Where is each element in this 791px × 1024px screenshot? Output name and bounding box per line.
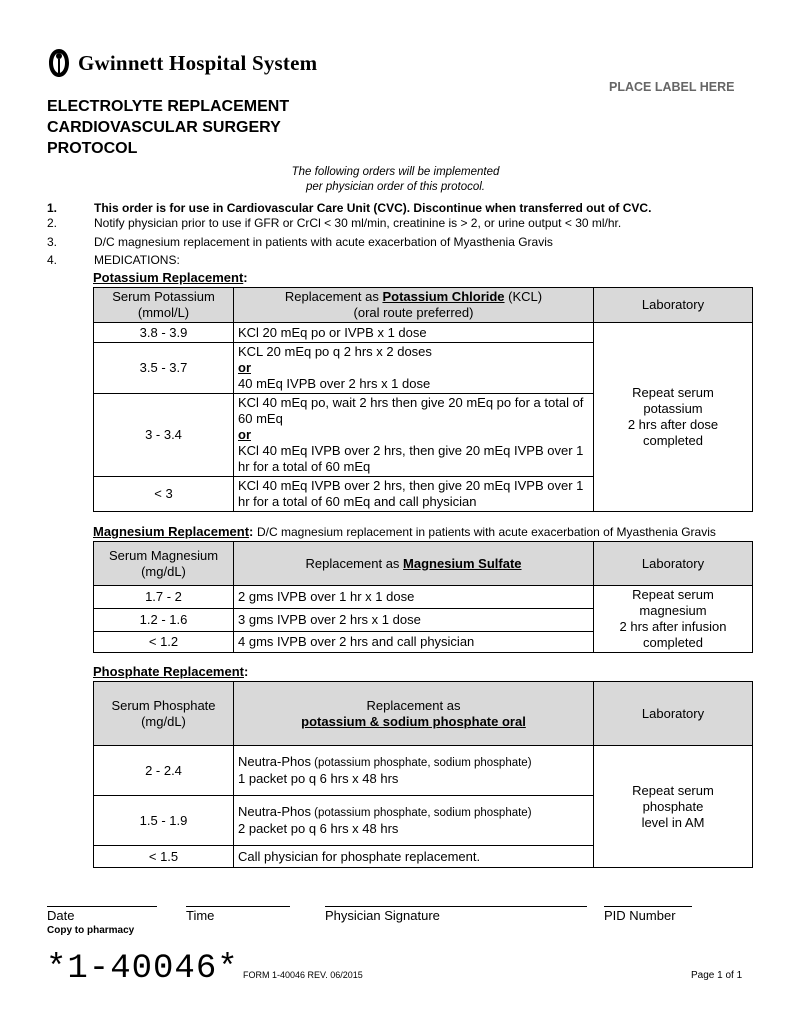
place-label: PLACE LABEL HERE [609,80,735,94]
replacement-cell: Neutra-Phos (potassium phosphate, sodium phosphate) 2 packet po q 6 hrs x 48 hrs [234,796,594,846]
table-row [94,586,753,609]
title-line: PROTOCOL [47,140,138,157]
phosphate-section-title: Phosphate Replacement: [93,664,249,679]
time-label: Time [186,908,215,923]
header-replacement: Replacement as Magnesium Sulfate [234,542,594,586]
intro-text [0,165,791,195]
potassium-section-title: Potassium Replacement: [93,270,248,285]
header-replacement: Replacement as Potassium Chloride (KCL) (oral route preferred) [234,288,594,323]
range-cell: < 3 [94,477,234,512]
time-line[interactable] [186,906,290,907]
pid-line[interactable] [604,906,692,907]
table-row [94,746,753,796]
magnesium-table [93,541,753,653]
header-laboratory: Laboratory [594,682,753,746]
gwinnett-logo-icon [46,47,72,79]
range-cell: 3 - 3.4 [94,394,234,477]
item-number: 2. [47,216,58,230]
date-label: Date [47,908,75,923]
range-cell: 1.7 - 2 [94,586,234,609]
table-header-row [94,682,753,746]
section-heading: Potassium Replacement [93,270,244,285]
replacement-cell: KCl 40 mEq IVPB over 2 hrs, then give 20 mEq IVPB over 1 hr for a total of 60 mEq and call physician [234,477,594,512]
range-cell: 3.5 - 3.7 [94,343,234,394]
replacement-cell: 3 gms IVPB over 2 hrs x 1 dose [234,609,594,632]
section-heading: Magnesium Replacement [93,524,250,539]
range-cell: 1.5 - 1.9 [94,796,234,846]
replacement-cell: Call physician for phosphate replacement. [234,846,594,868]
item-text: MEDICATIONS: [94,253,180,267]
range-cell: 2 - 2.4 [94,746,234,796]
potassium-lab-cell: Repeat serum potassium 2 hrs after dose completed [594,323,753,512]
table-header-row [94,542,753,586]
range-cell: 1.2 - 1.6 [94,609,234,632]
range-cell: < 1.5 [94,846,234,868]
header-serum-magnesium: Serum Magnesium (mg/dL) [94,542,234,586]
potassium-table [93,287,753,512]
replacement-cell: 4 gms IVPB over 2 hrs and call physician [234,632,594,653]
header-serum-potassium: Serum Potassium (mmol/L) [94,288,234,323]
replacement-cell: KCL 20 mEq po q 2 hrs x 2 doses or 40 mEq IVPB over 2 hrs x 1 dose [234,343,594,394]
magnesium-note: D/C magnesium replacement in patients with acute exacerbation of Myasthenia Gravis [257,525,716,539]
form-number: FORM 1-40046 REV. 06/2015 [243,970,363,980]
signature-line[interactable] [325,906,587,907]
phosphate-lab-cell: Repeat serum phosphate level in AM [594,746,753,868]
hospital-logo [46,47,317,79]
pid-label: PID Number [604,908,676,923]
table-row [94,323,753,343]
page-title [47,96,289,159]
item-number: 4. [47,253,58,267]
magnesium-lab-cell: Repeat serum magnesium 2 hrs after infusion completed [594,586,753,653]
intro-line: The following orders will be implemented [291,166,500,178]
phosphate-table [93,681,753,868]
table-header-row [94,288,753,323]
logo-text: Gwinnett Hospital System [78,50,318,75]
header-laboratory: Laboratory [594,288,753,323]
replacement-cell: 2 gms IVPB over 1 hr x 1 dose [234,586,594,609]
header-serum-phosphate: Serum Phosphate (mg/dL) [94,682,234,746]
item-text: This order is for use in Cardiovascular Care Unit (CVC). Discontinue when transferred out of CVC. [94,201,652,215]
range-cell: 3.8 - 3.9 [94,323,234,343]
replacement-cell: KCl 40 mEq po, wait 2 hrs then give 20 mEq po for a total of 60 mEq or KCl 40 mEq IVPB over 2 hrs, then give 20 mEq IVPB over 1 hr for a total of 60 mEq [234,394,594,477]
intro-line: per physician order of this protocol. [306,181,485,193]
header-replacement: Replacement as potassium & sodium phosphate oral [234,682,594,746]
page-number: Page 1 of 1 [691,970,743,981]
date-line[interactable] [47,906,157,907]
title-line: CARDIOVASCULAR SURGERY [47,119,281,136]
magnesium-section-title: Magnesium Replacement: D/C magnesium replacement in patients with acute exacerbation of Myasthenia Gravis [93,524,716,539]
section-heading: Phosphate Replacement [93,664,244,679]
item-number: 1. [47,201,58,215]
replacement-cell: KCl 20 mEq po or IVPB x 1 dose [234,323,594,343]
barcode: *1-40046* [46,950,239,988]
signature-label: Physician Signature [325,908,440,923]
item-number: 3. [47,235,58,249]
item-text: Notify physician prior to use if GFR or CrCl < 30 ml/min, creatinine is > 2, or urine output < 30 ml/hr. [94,216,622,230]
header-laboratory: Laboratory [594,542,753,586]
replacement-cell: Neutra-Phos (potassium phosphate, sodium phosphate) 1 packet po q 6 hrs x 48 hrs [234,746,594,796]
item-text: D/C magnesium replacement in patients with acute exacerbation of Myasthenia Gravis [94,235,553,249]
title-line: ELECTROLYTE REPLACEMENT [47,98,290,115]
copy-to-pharmacy: Copy to pharmacy [47,925,135,936]
range-cell: < 1.2 [94,632,234,653]
